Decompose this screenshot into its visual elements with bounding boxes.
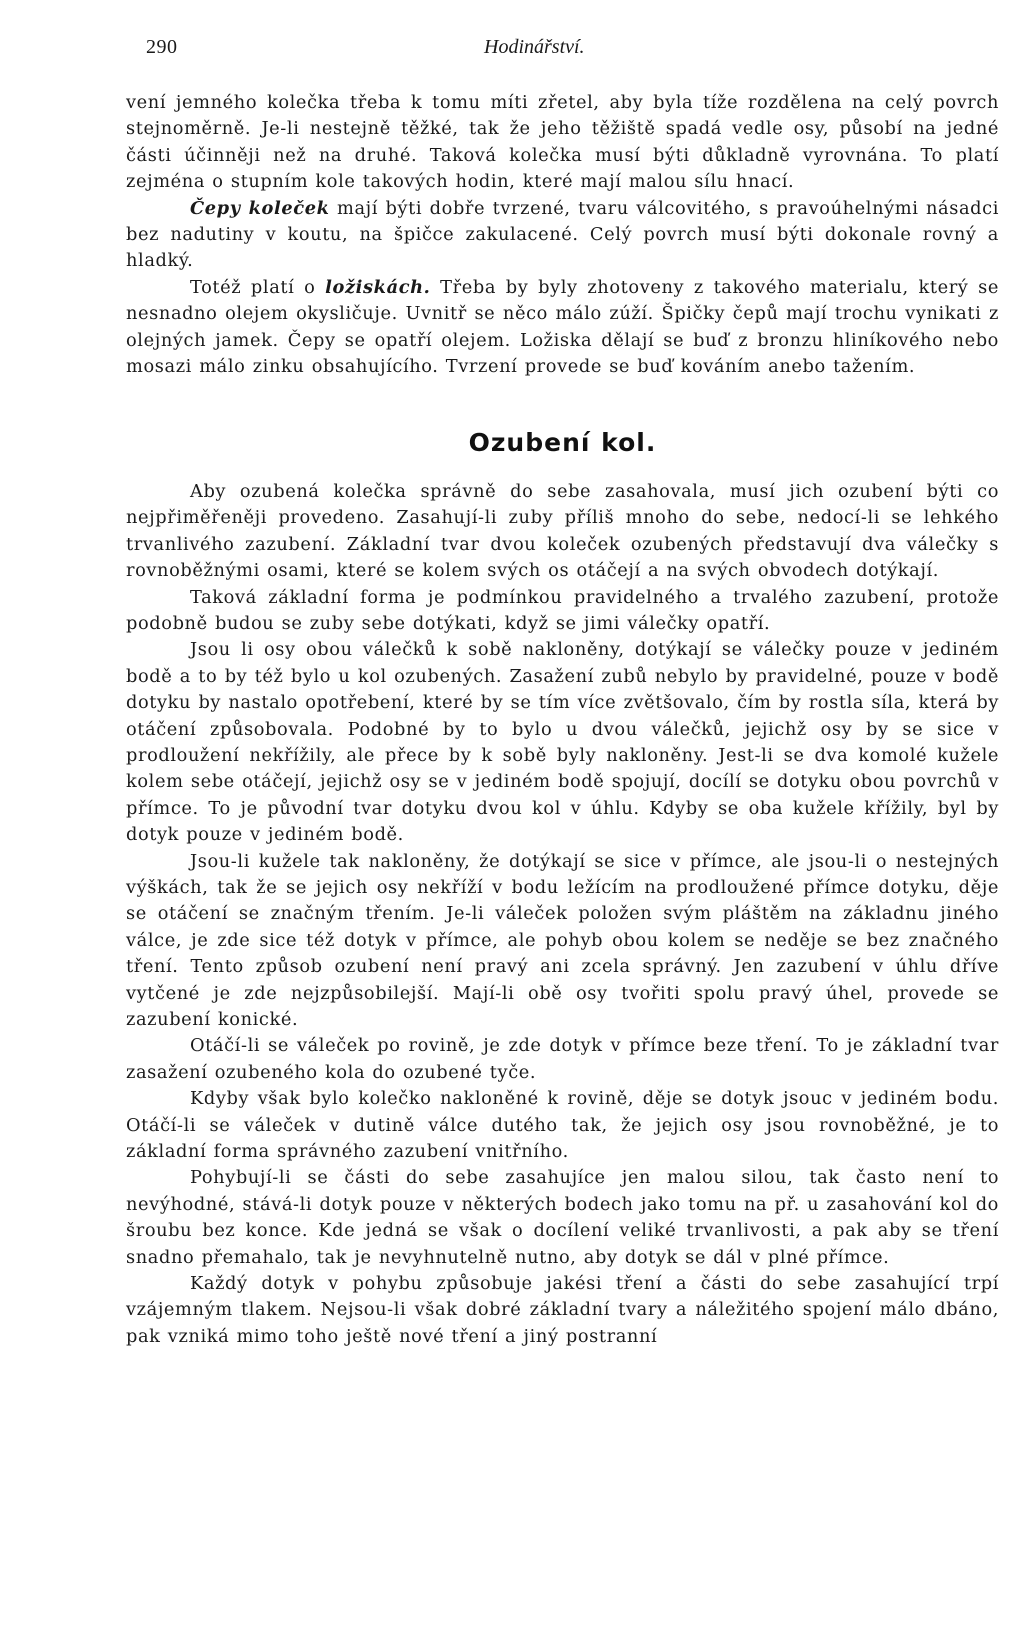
- paragraph-loziska: [126, 275, 999, 381]
- book-page: [126, 34, 999, 1350]
- emphasis-cepy: Čepy koleček: [190, 197, 330, 219]
- page-number: 290: [146, 36, 178, 58]
- paragraph: Každý dotyk v pohybu způsobuje jakési tření a části do sebe zasahující trpí vzájemným tlakem. Nejsou-li však dobré základní tvary a náležitého spojení málo dbáno, pak vzniká mimo toho ještě nové tření a jiný postranní: [126, 1273, 999, 1347]
- paragraph: Jsou li osy obou válečků k sobě nakloněny, dotýkají se válečky pouze v jediném bodě a to by též bylo u kol ozubených. Zasažení zubů nebylo by pravidelné, pouze v bodě dotyku by nastalo opotřebení, které by se tím více zvětšovalo, čím by rostla síla, která by otáčení způsobovala. Podobné by to bylo u dvou válečků, jejichž osy by se sice v prodloužení nekřížily, ale přece by k sobě byly nakloněny. Jest-li se dva komolé kužele kolem sebe otáčejí, jejichž osy se v jediném bodě spojují, docílí se dotyku obou povrchů v přímce. To je původní tvar dotyku dvou kol v úhlu. Kdyby se oba kužele křížily, byl by dotyk pouze v jediném bodě.: [126, 639, 999, 846]
- paragraph: Aby ozubená kolečka správně do sebe zasahovala, musí jich ozubení býti co nejpřiměřeněji provedeno. Zasahují-li zuby příliš mnoho do sebe, nedocí-li se lehkého trvanlivého zazubení. Základní tvar dvou koleček ozubených představují dva válečky s rovnoběžnými osami, které se kolem svých os otáčejí a na svých obvodech dotýkají.: [126, 480, 999, 582]
- paragraph: Jsou-li kužele tak nakloněny, že dotýkají se sice v přímce, ale jsou-li o nestejných výškách, tak že se jejich osy nekříží v bodu ležícím na prodloužené přímce dotyku, děje se otáčení se značným třením. Je-li váleček položen svým pláštěm na základnu jiného válce, je zde sice též dotyk v přímce, ale pohyb obou kolem se neděje se bez značného tření. Tento způsob ozubení není pravý ani zcela správný. Jen zazubení v úhlu dříve vytčené je zde nejzpůsobilejší. Mají-li obě osy tvořiti spolu pravý úhel, provede se zazubení konické.: [126, 850, 999, 1030]
- paragraph: Kdyby však bylo kolečko nakloněné k rovině, děje se dotyk jsouc v jediném bodu. Otáčí-li se váleček v dutině válce dutého tak, že jejich osy jsou rovnoběžné, je to základní forma správného zazubení vnitřního.: [126, 1088, 999, 1163]
- body-text: [126, 90, 999, 1350]
- paragraph: Pohybují-li se části do sebe zasahujíce jen malou silou, tak často není to nevýhodné, stává-li dotyk pouze v některých bodech jako tomu na př. u zasahování kol do šroubu bez konce. Kde jedná se však o docílení veliké trvanlivosti, a pak aby se tření snadno přemahalo, tak je nevyhnutelně nutno, aby dotyk se dál v plné přímce.: [126, 1167, 999, 1268]
- emphasis-loziska: ložiskách.: [325, 276, 431, 298]
- paragraph: Taková základní forma je podmínkou pravidelného a trvalého zazubení, protože podobně budou se zuby sebe dotýkati, když se jimi válečky opatří.: [126, 586, 999, 634]
- paragraph-cepy: [126, 196, 999, 275]
- running-head: [126, 34, 999, 64]
- paragraph-text: mají býti dobře tvrzené, tvaru válcovitého, s pravoúhelnými násadci bez nadutiny v koutu, na špičce zakulacené. Celý povrch musí býti dokonale rovný a hladký.: [126, 197, 999, 272]
- running-title: Hodinářství.: [484, 36, 585, 58]
- paragraph-text: Totéž platí o: [190, 276, 326, 298]
- paragraph: Otáčí-li se váleček po rovině, je zde dotyk v přímce beze tření. To je základní tvar zasažení ozubeného kola do ozubené tyče.: [126, 1035, 999, 1083]
- paragraph-text: Třeba by byly zhotoveny z takového materialu, který se nesnadno olejem okysličuje. Uvnitř se něco málo zúží. Špičky čepů mají trochu vynikati z olejných jamek. Čepy se opatří olejem. Ložiska dělají se buď z bronzu hliníkového nebo mosazi málo zinku obsahujícího. Tvrzení provede se buď kováním anebo tažením.: [126, 276, 999, 378]
- paragraph-continuation: vení jemného kolečka třeba k tomu míti zřetel, aby byla tíže rozdělena na celý povrch stejnoměrně. Je-li nestejně těžké, tak že jeho těžiště spadá vedle osy, působí na jedné části účinněji než na druhé. Taková kolečka musí býti důkladně vyrovnána. To platí zejména o stupním kole takových hodin, které mají malou sílu hnací.: [126, 92, 999, 193]
- section-heading: Ozubení kol.: [468, 428, 657, 458]
